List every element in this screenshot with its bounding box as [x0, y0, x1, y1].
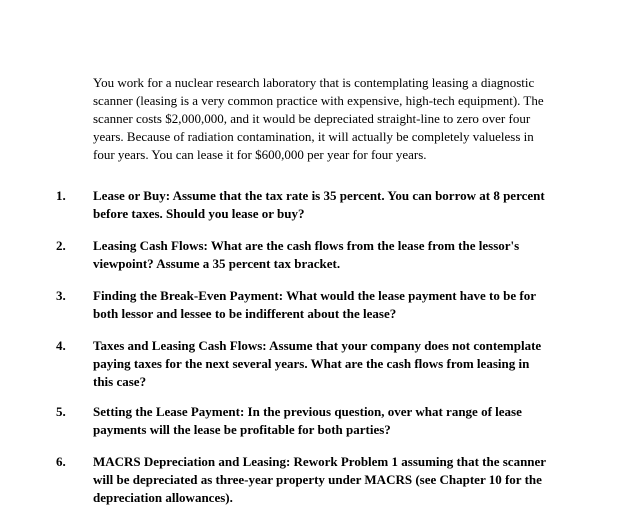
intro-paragraph: You work for a nuclear research laboratory that is contemplating leasing a diagnostic scanner (leasing is a very common practice with expensive, high-tech equipment). The scanner costs $2,000,000, and it would be depreciated straight-line to zero over four years. Because of radiation contamination, it will actually be completely valueless in four years. You can lease it for $600,000 per year for four years. — [93, 75, 544, 162]
question-number: 4. — [56, 338, 66, 353]
question-number: 6. — [56, 454, 66, 469]
question-text: Finding the Break-Even Payment: What would the lease payment have to be for both lessor and lessee to be indifferent about the lease? — [93, 288, 536, 321]
question-text: Lease or Buy: Assume that the tax rate is 35 percent. You can borrow at 8 percent before taxes. Should you lease or buy? — [93, 188, 545, 221]
question-number: 3. — [56, 288, 66, 303]
question-text: Setting the Lease Payment: In the previous question, over what range of lease payments will the lease be profitable for both parties? — [93, 404, 522, 437]
question-number: 2. — [56, 238, 66, 253]
question-text: Leasing Cash Flows: What are the cash flows from the lease from the lessor's viewpoint? Assume a 35 percent tax bracket. — [93, 238, 520, 271]
question-number: 1. — [56, 188, 66, 203]
question-text: MACRS Depreciation and Leasing: Rework Problem 1 assuming that the scanner will be depreciated as three-year property under MACRS (see Chapter 10 for the depreciation allowances). — [93, 454, 546, 505]
question-number: 5. — [56, 404, 66, 419]
question-text: Taxes and Leasing Cash Flows: Assume that your company does not contemplate paying taxes for the next several years. What are the cash flows from leasing in this case? — [93, 338, 542, 389]
